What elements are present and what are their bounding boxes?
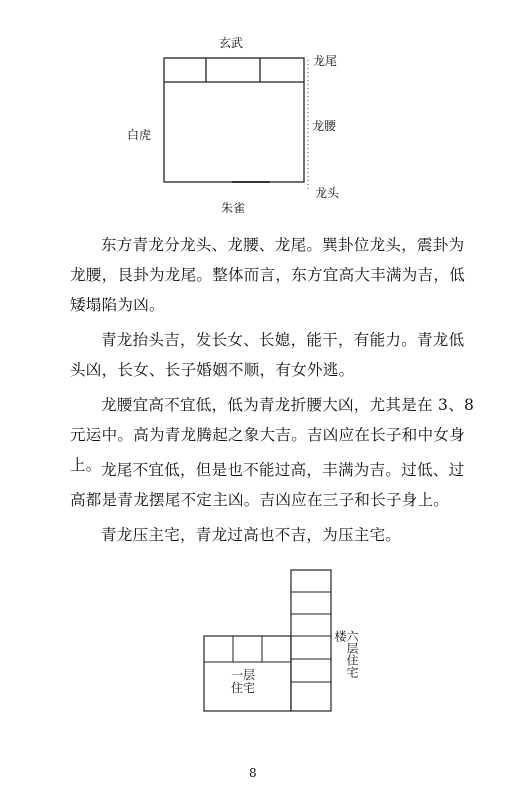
paragraph-4: 龙尾不宜低，但是也不能过高，丰满为吉。过低、过高都是青龙摆尾不定主凶。吉凶应在三子和长子身上。 [70, 461, 465, 509]
page-number: 8 [249, 766, 257, 780]
label-dragon-tail: 龙尾 [313, 54, 338, 68]
paragraph-3: 龙腰宜高不宜低，低为青龙折腰大凶，尤其是在 3、8 元运中。高为青龙腾起之象大吉。吉凶应在长子和中女身上。 [70, 396, 475, 474]
label-west-baihu: 白虎 [127, 128, 152, 142]
paragraph-5: 青龙压主宅，青龙过高也不吉，为压主宅。 [101, 526, 402, 544]
label-dragon-waist: 龙腰 [312, 119, 337, 133]
label-south-zhuque: 朱雀 [221, 201, 246, 215]
paragraph-1: 东方青龙分龙头、龙腰、龙尾。巽卦位龙头，震卦为龙腰，艮卦为龙尾。整体而言，东方宜高大丰满为吉，低矮塌陷为凶。 [70, 236, 466, 314]
label-six-storey-building: 六层住宅楼 [333, 630, 359, 678]
pressing-drawing [0, 560, 506, 720]
label-single-storey-house: 一层住宅 [230, 668, 255, 695]
house-plan-drawing [0, 0, 506, 230]
paragraph-2: 青龙抬头吉，发长女、长媳，能干，有能力。青龙低头凶，长女、长子婚姻不顺，有女外逃。 [70, 331, 465, 379]
label-north-xuanwu: 玄武 [219, 36, 244, 50]
tower-outline [291, 570, 331, 711]
label-dragon-head: 龙头 [315, 186, 340, 200]
house-outline [164, 58, 304, 182]
